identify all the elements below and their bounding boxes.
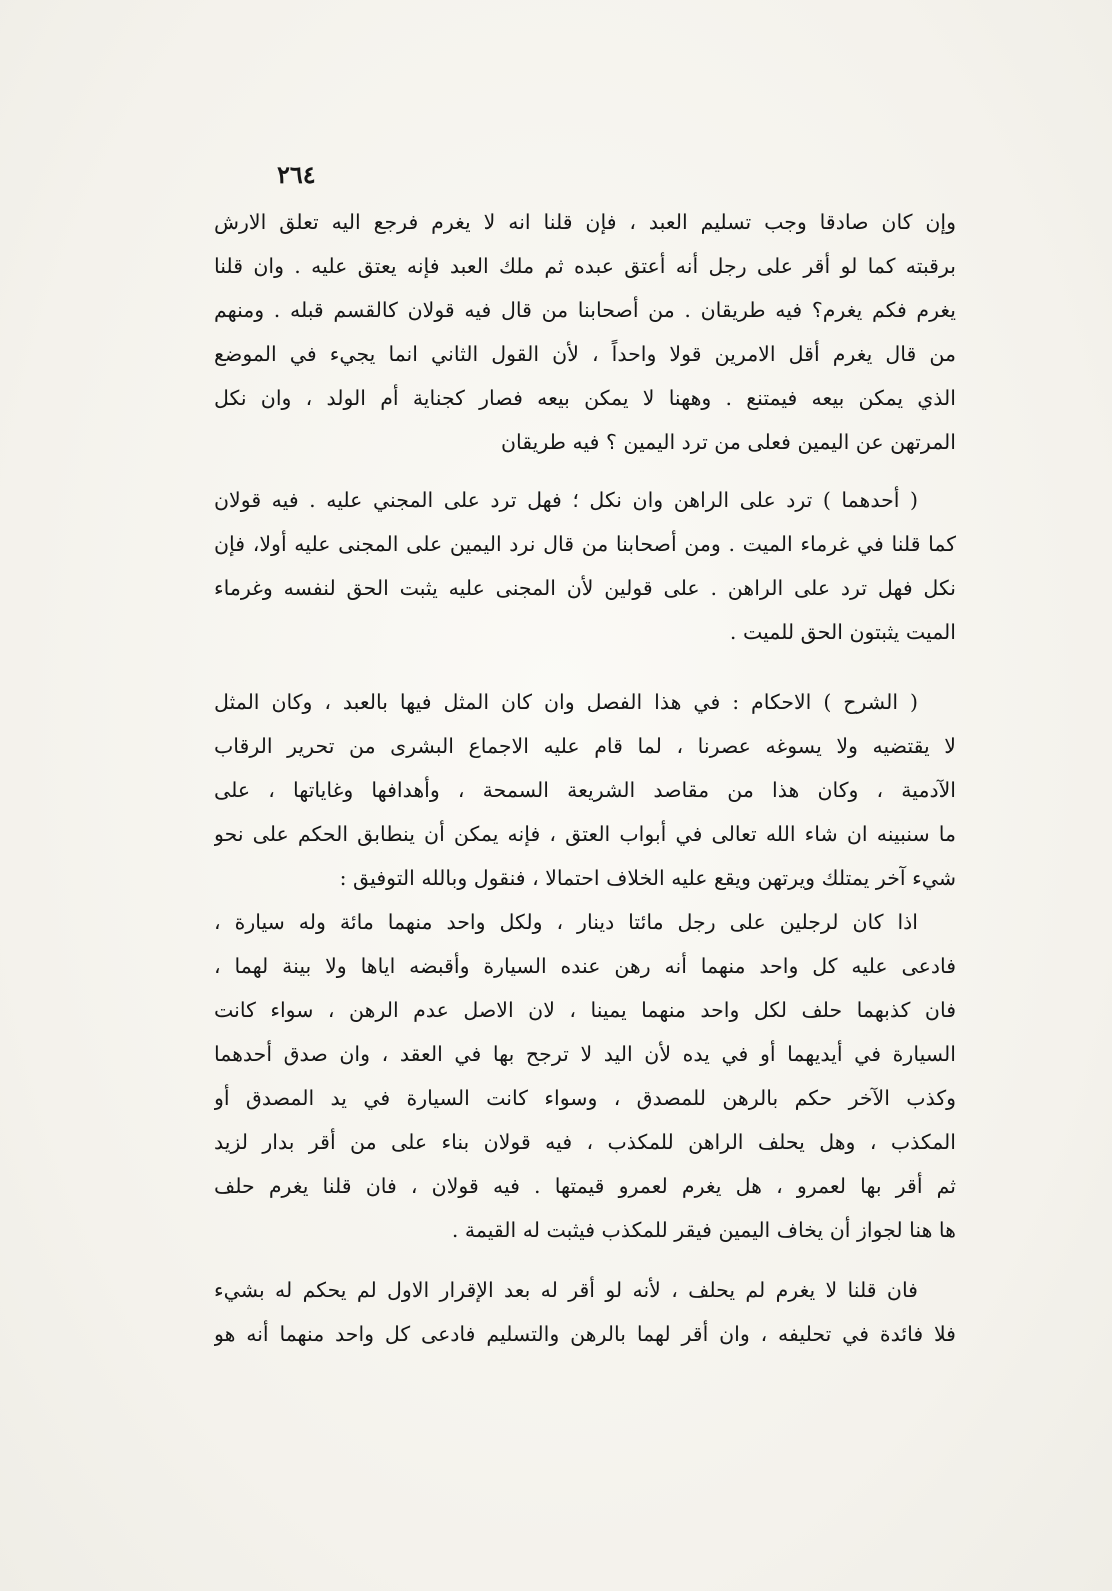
text-line: ثم أقر بها لعمرو ، هل يغرم لعمرو قيمتها . فيه قولان ، فان قلنا يغرم حلف xyxy=(214,1174,956,1198)
text-line: فادعى عليه كل واحد منهما أنه رهن عنده السيارة وأقبضه اياها ولا بينة لهما ، xyxy=(214,954,956,978)
text-line: اذا كان لرجلين على رجل مائتا دينار ، ولكل واحد منهما مائة وله سيارة ، xyxy=(214,910,918,934)
page-number: ٢٦٤ xyxy=(277,160,316,189)
text-line: فان قلنا لا يغرم لم يحلف ، لأنه لو أقر له بعد الإقرار الاول لم يحكم له بشيء xyxy=(214,1278,918,1302)
text-line: الذي يمكن بيعه فيمتنع . وههنا لا يمكن بيعه فصار كجناية أم الولد ، وان نكل xyxy=(214,386,956,410)
text-line: ها هنا لجواز أن يخاف اليمين فيقر للمكذب فيثبت له القيمة . xyxy=(451,1218,956,1242)
text-line: ( الشرح ) الاحكام : في هذا الفصل وان كان المثل فيها بالعبد ، وكان المثل xyxy=(214,690,918,714)
text-line: السيارة في أيديهما أو في يده لأن اليد لا ترجح بها في العقد ، وان صدق أحدهما xyxy=(214,1042,956,1066)
text-line: المرتهن عن اليمين فعلى من ترد اليمين ؟ فيه طريقان xyxy=(500,430,956,454)
text-line: ما سنبينه ان شاء الله تعالى في أبواب العتق ، فإنه يمكن أن ينطابق الحكم على نحو xyxy=(214,822,956,846)
text-line: برقبته كما لو أقر على رجل أنه أعتق عبده ثم ملك العبد فإنه يعتق عليه . وان قلنا xyxy=(214,254,956,278)
text-line: يغرم فكم يغرم؟ فيه طريقان . من أصحابنا من قال فيه قولان كالقسم قبله . ومنهم xyxy=(214,298,956,322)
text-line: كما قلنا في غرماء الميت . ومن أصحابنا من قال نرد اليمين على المجنى عليه أولا، فإن xyxy=(214,532,956,556)
text-line: ( أحدهما ) ترد على الراهن وان نكل ؛ فهل ترد على المجني عليه . فيه قولان xyxy=(214,488,918,512)
text-line: المكذب ، وهل يحلف الراهن للمكذب ، فيه قولان بناء على من أقر بدار لزيد xyxy=(214,1130,956,1154)
paragraph-4 xyxy=(214,900,956,1252)
text-line: لا يقتضيه ولا يسوغه عصرنا ، لما قام عليه الاجماع البشرى من تحرير الرقاب xyxy=(214,734,956,758)
text-line: وكذب الآخر حكم بالرهن للمصدق ، وسواء كانت السيارة في يد المصدق أو xyxy=(214,1086,956,1110)
paragraph-5 xyxy=(214,1268,956,1356)
text-line: وإن كان صادقا وجب تسليم العبد ، فإن قلنا انه لا يغرم فرجع اليه تعلق الارش xyxy=(214,210,956,234)
text-line: شيء آخر يمتلك ويرتهن ويقع عليه الخلاف احتمالا ، فنقول وبالله التوفيق : xyxy=(339,866,956,890)
paragraph-1 xyxy=(214,200,956,464)
text-line: فان كذبهما حلف لكل واحد منهما يمينا ، لان الاصل عدم الرهن ، سواء كانت xyxy=(214,998,956,1022)
text-line: من قال يغرم أقل الامرين قولا واحداً ، لأن القول الثاني انما يجيء في الموضع xyxy=(214,342,956,366)
text-line: فلا فائدة في تحليفه ، وان أقر لهما بالرهن والتسليم فادعى كل واحد منهما أنه هو xyxy=(214,1322,956,1346)
text-line: الميت يثبتون الحق للميت . xyxy=(729,620,956,644)
text-line: نكل فهل ترد على الراهن . على قولين لأن المجنى عليه يثبت الحق لنفسه وغرماء xyxy=(214,576,956,600)
paragraph-3 xyxy=(214,680,956,900)
text-line: الآدمية ، وكان هذا من مقاصد الشريعة السمحة ، وأهدافها وغاياتها ، على xyxy=(214,778,956,802)
paragraph-2 xyxy=(214,478,956,654)
